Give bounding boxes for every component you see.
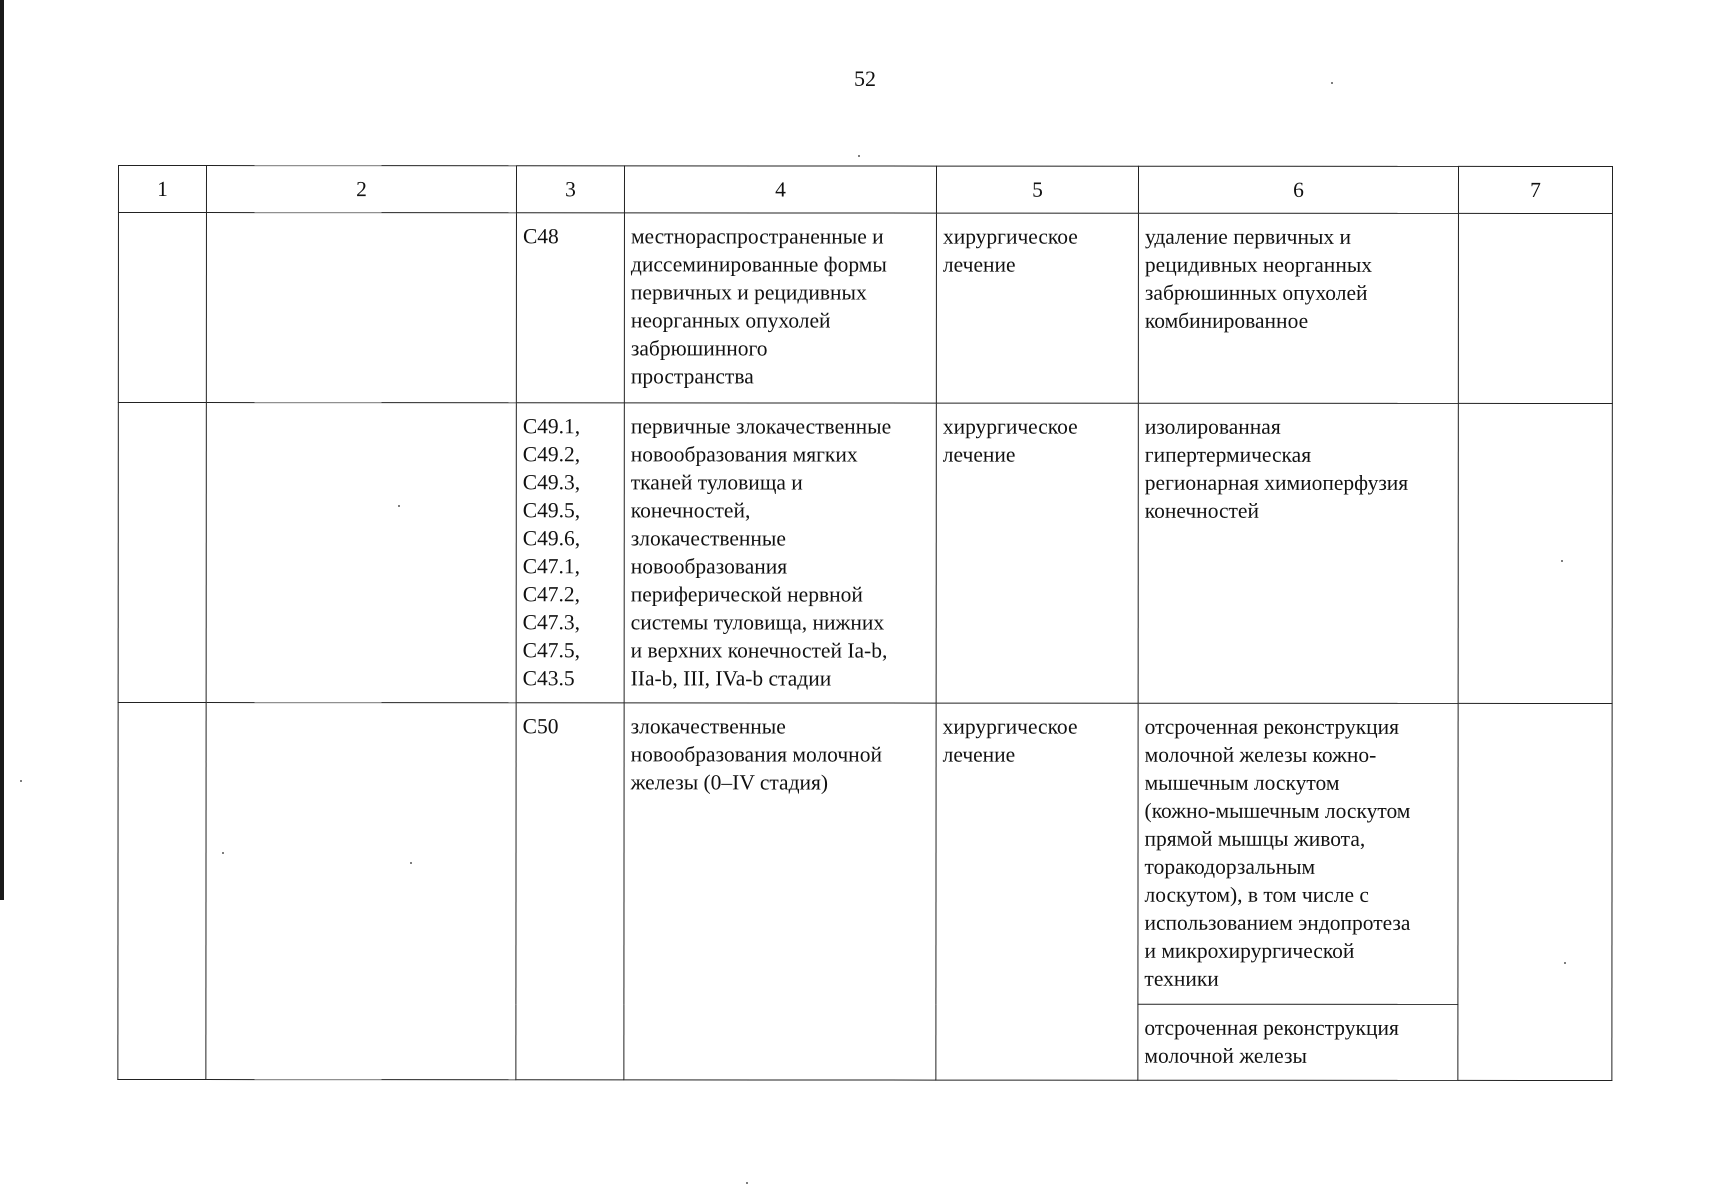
condition-line: неорганных опухолей (630, 308, 831, 333)
method-line: забрюшинных опухолей (1144, 280, 1368, 305)
method-line: удаление первичных и (1144, 224, 1352, 249)
cell-codes (516, 403, 624, 703)
cell-treatment (936, 213, 1138, 403)
cell-method (1138, 1004, 1458, 1080)
treatment-line: хирургическое (942, 714, 1078, 739)
code-line: C47.5, (522, 638, 581, 663)
treatment-line: лечение (942, 742, 1016, 767)
table-row (118, 403, 1612, 704)
cell-method (1138, 703, 1458, 1004)
scan-speck (222, 852, 224, 854)
header-cell-3: 3 (516, 166, 624, 213)
condition-line: периферической нервной (630, 582, 863, 607)
cell-col1 (118, 703, 206, 1080)
method-line: торакодорзальным (1144, 854, 1316, 879)
method-line: регионарная химиоперфузия (1144, 470, 1409, 495)
condition-line: тканей туловища и (630, 470, 803, 495)
scan-speck (410, 862, 412, 864)
condition-line: первичных и рецидивных (630, 280, 867, 305)
method-line: гипертермическая (1144, 442, 1312, 467)
page-number: 52 (854, 66, 876, 91)
header-cell-2: 2 (206, 166, 516, 213)
cell-condition (624, 403, 936, 703)
code-line: C47.1, (522, 554, 581, 579)
cell-col2 (206, 403, 516, 703)
code-line: C49.5, (522, 498, 581, 523)
header-cell-1: 1 (118, 166, 206, 213)
procedures-table (117, 165, 1613, 1081)
cell-codes (516, 703, 624, 1080)
cell-treatment (936, 403, 1138, 703)
condition-line: IIa-b, III, IVa-b стадии (630, 666, 832, 691)
scan-speck (1564, 962, 1566, 964)
condition-line: железы (0–IV стадия) (630, 770, 829, 795)
condition-line: злокачественные (630, 714, 786, 739)
code-line: C49.2, (522, 442, 581, 467)
header-cell-7: 7 (1458, 166, 1612, 213)
cell-codes (516, 213, 624, 403)
code-line: C48 (522, 224, 559, 249)
code-line: C47.3, (522, 610, 581, 635)
cell-method (1138, 403, 1458, 703)
method-line: отсроченная реконструкция (1144, 714, 1400, 739)
method-line: изолированная (1144, 414, 1281, 439)
code-line: C49.1, (522, 414, 581, 439)
condition-line: первичные злокачественные (630, 414, 892, 439)
condition-line: новообразования молочной (630, 742, 882, 767)
cell-col2 (206, 703, 516, 1080)
method-line: конечностей (1144, 498, 1259, 523)
scan-speck (398, 505, 400, 507)
cell-col7 (1458, 213, 1612, 403)
code-line: C43.5 (522, 666, 575, 691)
condition-line: злокачественные (630, 526, 786, 551)
table-row (118, 213, 1612, 404)
header-cell-5: 5 (936, 166, 1138, 213)
method-line: комбинированное (1144, 308, 1309, 333)
cell-col7 (1458, 703, 1612, 1080)
condition-line: системы туловища, нижних (630, 610, 885, 635)
header-row (118, 166, 1612, 214)
cell-col1 (118, 213, 206, 403)
condition-line: диссеминированные формы (630, 252, 887, 277)
code-line: C49.3, (522, 470, 581, 495)
method-line: использованием эндопротеза (1144, 910, 1411, 935)
treatment-line: лечение (942, 442, 1016, 467)
scan-speck (858, 155, 860, 157)
cell-col2 (206, 213, 516, 403)
scan-speck (1331, 82, 1333, 84)
cell-col1 (118, 403, 206, 703)
condition-line: конечностей, (630, 498, 751, 523)
method-line: отсроченная реконструкция (1144, 1015, 1399, 1040)
treatment-line: хирургическое (942, 224, 1078, 249)
treatment-line: лечение (942, 252, 1016, 277)
scan-speck (746, 1182, 748, 1184)
cell-condition (624, 213, 936, 403)
condition-line: пространства (630, 364, 754, 389)
scan-speck (1561, 560, 1563, 562)
code-line: C47.2, (522, 582, 581, 607)
method-line: рецидивных неорганных (1144, 252, 1373, 277)
condition-line: местнораспространенные и (630, 224, 884, 249)
method-line: лоскутом), в том числе с (1144, 882, 1369, 907)
cell-col7 (1458, 403, 1612, 703)
code-line: C49.6, (522, 526, 581, 551)
method-line: молочной железы (1144, 1043, 1307, 1068)
scan-edge (0, 0, 4, 900)
method-line: и микрохирургической (1144, 938, 1355, 963)
cell-treatment (936, 703, 1138, 1080)
condition-line: и верхних конечностей Ia-b, (630, 638, 888, 663)
code-line: C50 (522, 714, 559, 739)
method-line: молочной железы кожно- (1144, 742, 1377, 767)
header-cell-4: 4 (624, 166, 936, 213)
method-line: (кожно-мышечным лоскутом (1144, 798, 1411, 823)
method-line: мышечным лоскутом (1144, 770, 1340, 795)
condition-line: новообразования (630, 554, 788, 579)
cell-method (1138, 213, 1458, 403)
cell-condition (624, 703, 936, 1080)
method-line: прямой мышцы живота, (1144, 826, 1366, 851)
treatment-line: хирургическое (942, 414, 1078, 439)
method-line: техники (1144, 966, 1219, 991)
condition-line: новообразования мягких (630, 442, 858, 467)
condition-line: забрюшинного (630, 336, 768, 361)
scan-speck (20, 780, 22, 782)
header-cell-6: 6 (1138, 166, 1458, 213)
table-row (118, 703, 1612, 1005)
